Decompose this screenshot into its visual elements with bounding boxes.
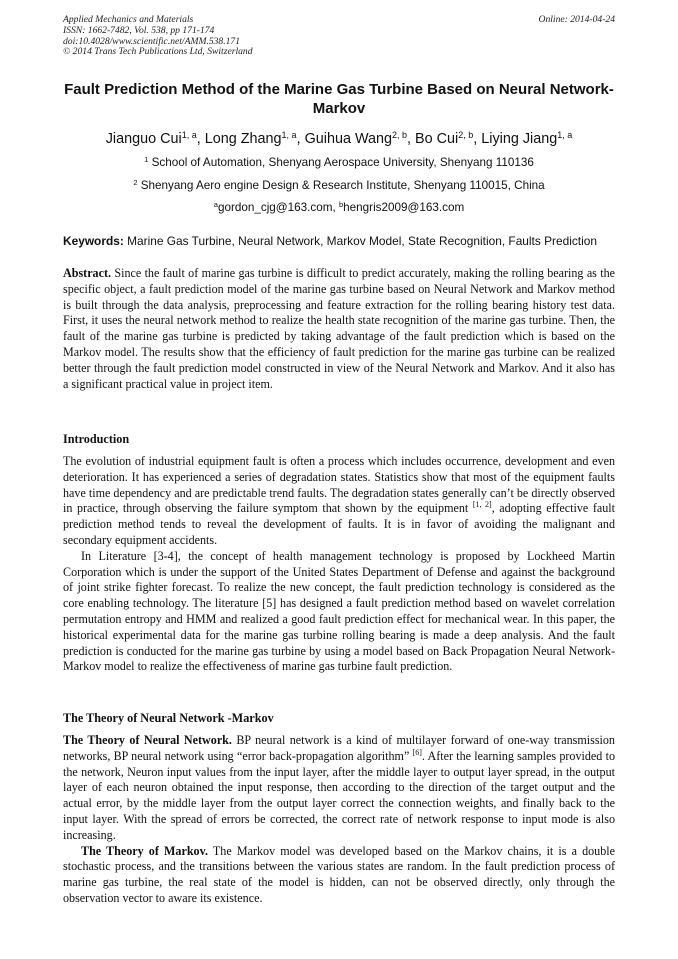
section-heading-theory: The Theory of Neural Network -Markov xyxy=(63,711,274,725)
abstract-label: Abstract. xyxy=(63,266,112,280)
paragraph: The evolution of industrial equipment fault is often a process which includes occurrence, development and even deterioration. It has experienced a series of degradation states. Statistics show that most of the equipment faults have time dependency and are predictable trend faults. The degradation states generally can’t be directly observed in practice, through observing the failure symptom that shown by the equipment [1, 2], adopting effective fault prediction method tends to reveal the development of faults. It is in favor of avoiding the malignant and secondary equipment accidents. xyxy=(63,454,616,547)
issn: ISSN: 1662-7482, Vol. 538, pp 171-174 xyxy=(63,24,215,36)
doi: doi:10.4028/www.scientific.net/AMM.538.171 xyxy=(63,35,241,47)
subheading-neural-network: The Theory of Neural Network. xyxy=(63,733,232,747)
journal-name: Applied Mechanics and Materials xyxy=(63,14,194,25)
paragraph: In Literature [3-4], the concept of health management technology is proposed by Lockheed Martin Corporation which is under the support of the United States Department of Defense and against the background of joint strike fighter forecast. To realize the new concept, the fault prediction technology is considered as the core enabling technology. The literature [5] has designed a fault prediction method based on wavelet correlation permutation entropy and HMM and realized a good fault prediction effect for mechanical wear. In this paper, the historical experimental data for the marine gas turbine rolling bearing is made a deep analysis. And the fault prediction is conducted for the marine gas turbine by using a model based on Back Propagation Neural Network-Markov model to realize the effectiveness of marine gas turbine fault prediction. xyxy=(63,548,615,674)
paragraph: The Theory of Neural Network. BP neural network is a kind of multilayer forward of one-way transmission networks, BP neural network using “error back-propagation algorithm” [6]. After the learning samples provided to the network, Neuron input values from the input layer, after the middle layer to output layer spread, in the output layer of each neuron obtained the input response, then according to the direction of the target output and the actual error, by the middle layer from the output layer correct the connection weights, and finally back to the input layer. With the spread of errors be corrected, the correct rate of network response to input mode is also increasing. xyxy=(63,733,615,842)
copyright: © 2014 Trans Tech Publications Ltd, Switzerland xyxy=(63,46,253,58)
author: Jianguo Cui$^{1, a}$, xyxy=(105,130,205,147)
author-list xyxy=(63,130,615,148)
author-emails: $^a$gordon_cjg@163.com, $^b$hengris2009@163.com xyxy=(213,200,465,214)
paragraph: The Theory of Markov. The Markov model was developed based on the Markov chains, it is a double stochastic process, and the transitions between the various states are random. In the fault prediction process of marine gas turbine, the real state of the model is hidden, can not be observed directly, only through the observation vector to aware its existence. xyxy=(63,843,615,905)
introduction-body xyxy=(63,454,615,675)
keywords-text: Marine Gas Turbine, Neural Network, Markov Model, State Recognition, Faults Prediction xyxy=(123,234,597,248)
abstract-text: Since the fault of marine gas turbine is difficult to predict accurately, making the rolling bearing as the specific object, a fault prediction model of the marine gas turbine based on Neural Network and Markov method is built through the data analysis, preprocessing and feature extraction for the rolling bearing history test data. First, it uses the neural network method to realize the health state recognition of the marine gas turbine. Then, the fault of the marine gas turbine is predicted by taking advantage of the fault prediction which is based on the Markov model. The results show that the efficiency of fault prediction for the marine gas turbine can be realized better through the fault prediction model constructed in view of the Neural Network and Markov. And it also has a significant practical value in project item. xyxy=(63,266,615,391)
online-date: Online: 2014-04-24 xyxy=(538,14,615,25)
author: Bo Cui$^{2, b}$, xyxy=(415,130,482,147)
citation: [1, 2] xyxy=(472,500,492,510)
journal-header xyxy=(63,15,253,58)
subheading-markov: The Theory of Markov. xyxy=(81,843,209,858)
author: Guihua Wang$^{2, b}$, xyxy=(304,130,416,147)
abstract xyxy=(63,266,615,392)
keywords xyxy=(63,234,615,248)
affiliation-2: $^2$ Shenyang Aero engine Design & Research Institute, Shenyang 110015, China xyxy=(133,178,545,192)
citation: [6] xyxy=(412,747,422,757)
author: Liying Jiang$^{1, a}$ xyxy=(481,130,573,147)
affiliation-1: $^1$ School of Automation, Shenyang Aerospace University, Shenyang 110136 xyxy=(144,155,534,169)
keywords-label: Keywords: xyxy=(63,234,124,248)
author: Long Zhang$^{1, a}$, xyxy=(204,130,305,147)
theory-body xyxy=(63,733,615,907)
section-heading-introduction: Introduction xyxy=(63,432,130,446)
paper-title: Fault Prediction Method of the Marine Gas Turbine Based on Neural Network-Markov xyxy=(64,81,614,117)
